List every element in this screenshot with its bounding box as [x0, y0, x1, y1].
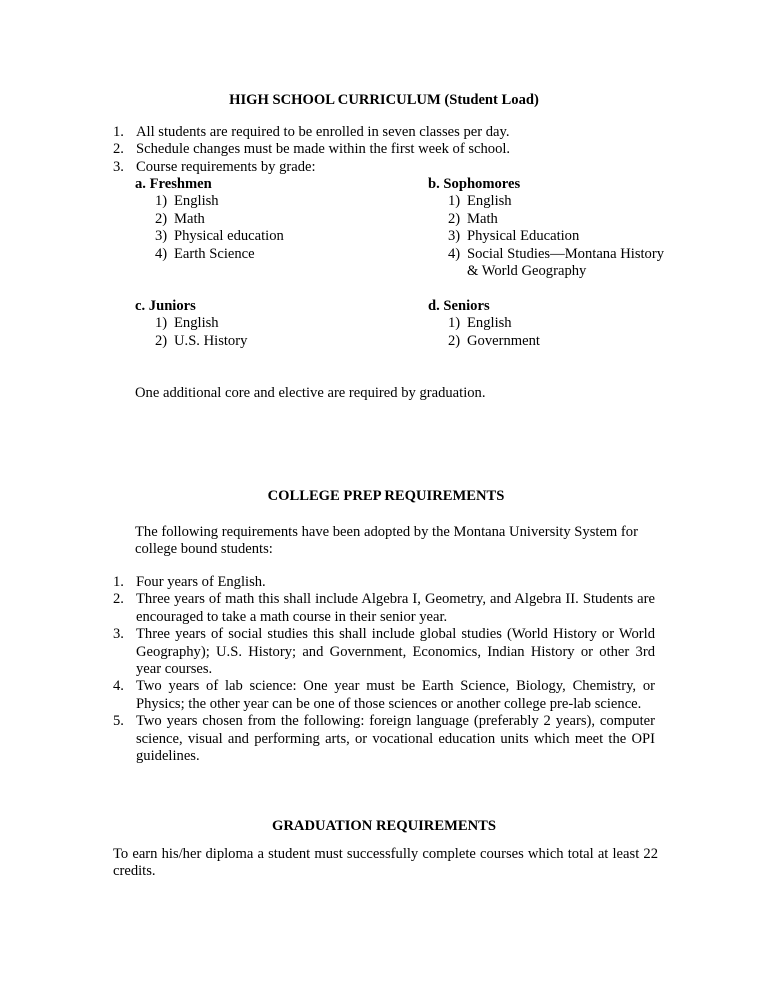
item-number: 1)	[155, 315, 168, 332]
list-item	[155, 315, 247, 332]
item-number: 1)	[155, 193, 168, 210]
list-item	[448, 333, 540, 350]
seniors-section	[428, 298, 540, 350]
seniors-course-list	[428, 315, 540, 350]
list-item	[113, 574, 655, 591]
item-text: Two years chosen from the following: foreign language (preferably 2 years), computer science, visual and performing arts, or vocational education units which meet the OPI guidelines.	[136, 713, 655, 765]
item-text: English	[467, 193, 512, 210]
list-item	[448, 193, 668, 210]
item-text: Physical Education	[467, 228, 580, 245]
list-item	[113, 159, 673, 176]
list-item	[448, 246, 668, 281]
juniors-heading: c. Juniors	[135, 298, 196, 314]
sophomores-section	[428, 176, 668, 280]
item-text: Three years of social studies this shall include global studies (World History or World Geography); U.S. History; and Government, Economics, Indian History or other 3rd year courses.	[136, 626, 655, 678]
item-number: 4.	[113, 678, 124, 695]
college-prep-title: COLLEGE PREP REQUIREMENTS	[267, 488, 505, 504]
item-text: Course requirements by grade:	[136, 158, 316, 175]
list-item	[155, 228, 284, 245]
item-number: 3.	[113, 626, 124, 643]
freshmen-heading: a. Freshmen	[135, 176, 212, 192]
list-item	[113, 626, 655, 678]
item-number: 4)	[448, 245, 461, 262]
item-text: English	[467, 315, 512, 332]
item-number: 3)	[448, 228, 461, 245]
additional-requirement-note: One additional core and elective are required by graduation.	[135, 385, 486, 401]
item-text: Math	[467, 210, 498, 227]
college-prep-intro: The following requirements have been adopted by the Montana University System for college bound students:	[135, 524, 638, 558]
item-text: Two years of lab science: One year must be Earth Science, Biology, Chemistry, or Physics; the other year can be one of those sciences or another college pre-lab science.	[136, 678, 655, 712]
list-item	[155, 193, 284, 210]
sophomores-course-list	[428, 193, 668, 280]
list-item	[448, 315, 540, 332]
item-number: 1)	[448, 193, 461, 210]
curriculum-rules-list	[113, 124, 673, 176]
graduation-text: To earn his/her diploma a student must successfully complete courses which total at least 22 credits.	[113, 846, 658, 880]
curriculum-title: HIGH SCHOOL CURRICULUM (Student Load)	[229, 92, 539, 108]
item-text: Math	[174, 210, 205, 227]
item-text: Four years of English.	[136, 574, 266, 590]
item-text: English	[174, 193, 219, 210]
item-text: Social Studies—Montana History & World Geography	[467, 245, 665, 280]
item-number: 5.	[113, 713, 124, 730]
item-number: 1.	[113, 124, 124, 140]
freshmen-section	[135, 176, 284, 263]
list-item	[113, 124, 673, 141]
item-number: 1)	[448, 315, 461, 332]
college-prep-list	[113, 574, 655, 765]
juniors-course-list	[135, 315, 247, 350]
list-item	[155, 211, 284, 228]
item-text: Three years of math this shall include Algebra I, Geometry, and Algebra II. Students are encouraged to take a math course in their senior year.	[136, 591, 655, 625]
seniors-heading: d. Seniors	[428, 298, 490, 314]
item-number: 3)	[155, 228, 168, 245]
list-item	[448, 211, 668, 228]
item-number: 1.	[113, 574, 124, 590]
item-number: 3.	[113, 158, 124, 175]
item-text: Earth Science	[174, 245, 255, 262]
item-text: Physical education	[174, 228, 284, 245]
list-item	[113, 678, 655, 713]
item-number: 2.	[113, 591, 124, 608]
item-number: 4)	[155, 245, 168, 262]
list-item	[113, 591, 655, 626]
freshmen-course-list	[135, 193, 284, 263]
item-number: 2)	[155, 332, 168, 349]
sophomores-heading: b. Sophomores	[428, 176, 521, 192]
list-item	[448, 228, 668, 245]
item-text: English	[174, 315, 219, 332]
graduation-title: GRADUATION REQUIREMENTS	[272, 818, 496, 834]
item-number: 2)	[448, 210, 461, 227]
juniors-section	[135, 298, 247, 350]
item-number: 2)	[448, 332, 461, 349]
item-text: Government	[467, 332, 540, 349]
list-item	[155, 333, 247, 350]
list-item	[155, 246, 284, 263]
list-item	[113, 713, 655, 765]
item-number: 2.	[113, 141, 124, 158]
list-item	[113, 141, 673, 158]
item-text: Schedule changes must be made within the first week of school.	[136, 141, 511, 158]
item-text: U.S. History	[174, 332, 248, 349]
item-text: All students are required to be enrolled in seven classes per day.	[136, 124, 510, 140]
item-number: 2)	[155, 210, 168, 227]
